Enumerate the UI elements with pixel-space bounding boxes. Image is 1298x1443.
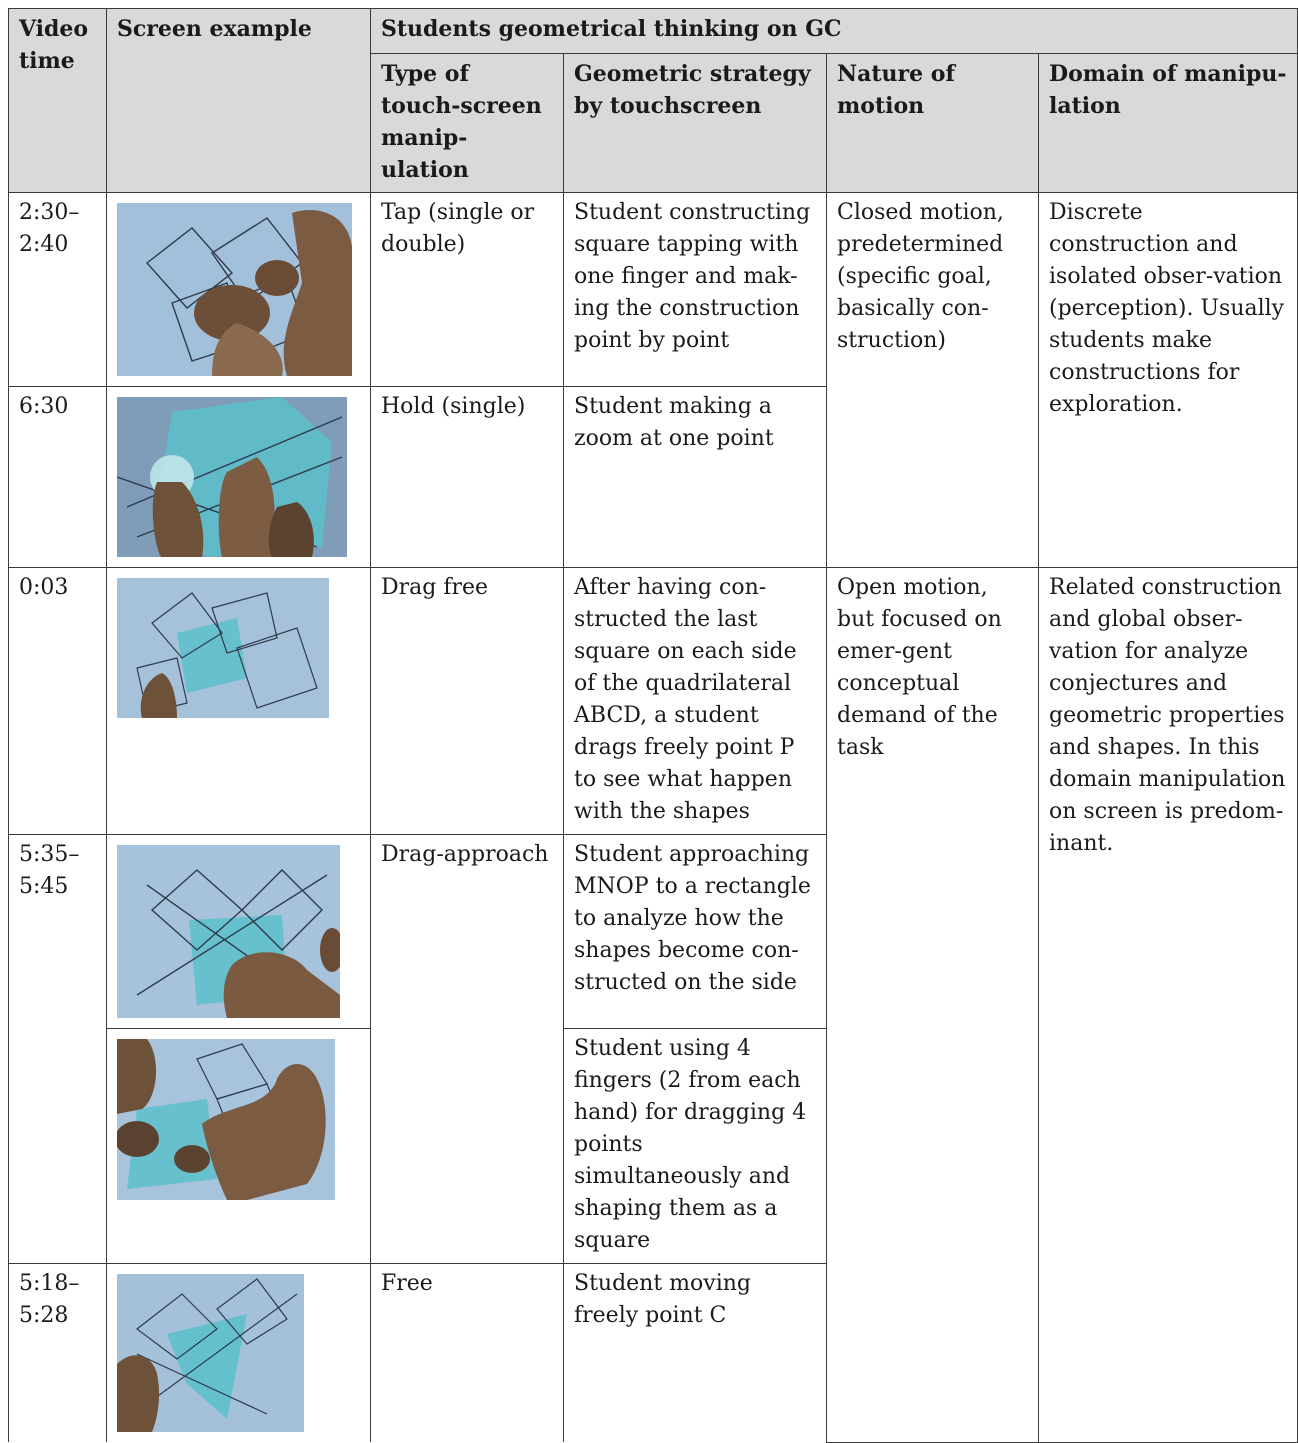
row1-strategy: Student constructing square tapping with one finger and mak-ing the construction point by point: [564, 193, 827, 387]
header-type: Type of touch-screen manip-ulation: [371, 54, 564, 193]
header-video-time: Video time: [9, 9, 107, 193]
row1-domain: Discrete construction and isolated obser-vation (perception). Usually students make constructions for exploration.: [1039, 193, 1298, 568]
header-motion: Nature of motion: [827, 54, 1039, 193]
row1-type: Tap (single or double): [371, 193, 564, 387]
row4-strategy: Student approaching MNOP to a rectangle to analyze how the shapes become con-structed on the side: [564, 835, 827, 1029]
geometry-manipulation-table: [8, 8, 1298, 1443]
screen-example-four-finger-image: [117, 1039, 335, 1200]
row2-type: Hold (single): [371, 387, 564, 568]
row3-type: Drag free: [371, 568, 564, 835]
screen-example-tap-image: [117, 203, 352, 376]
row2-time: 6:30: [9, 387, 107, 568]
row6-strategy: Student moving freely point C: [564, 1264, 827, 1443]
row3-domain: Related construction and global obser-vation for analyze conjectures and geometric properties and shapes. In this domain manipulation on screen is predom-inant.: [1039, 568, 1298, 1443]
row3-motion: Open motion, but focused on emer-gent conceptual demand of the task: [827, 568, 1039, 1443]
row3-strategy: After having con-structed the last square on each side of the quadrilateral ABCD, a student drags freely point P to see what happen with the shapes: [564, 568, 827, 835]
screen-example-free-image: [117, 1274, 304, 1432]
row1-motion: Closed motion, predetermined (specific goal, basically con-struction): [827, 193, 1039, 568]
screen-example-hold-image: [117, 397, 347, 557]
row4-type: Drag-approach: [371, 835, 564, 1264]
row4-time: 5:35–5:45: [9, 835, 107, 1264]
row3-time: 0:03: [9, 568, 107, 835]
row5-strategy: Student using 4 fingers (2 from each hand) for dragging 4 points simultaneously and shaping them as a square: [564, 1029, 827, 1264]
screen-example-drag-approach-image: [117, 845, 340, 1018]
screen-example-drag-free-image: [117, 578, 329, 718]
row6-type: Free: [371, 1264, 564, 1443]
header-screen-example: Screen example: [107, 9, 371, 193]
row1-time: 2:30–2:40: [9, 193, 107, 387]
header-group: Students geometrical thinking on GC: [371, 9, 1298, 54]
header-strategy: Geometric strategy by touchscreen: [564, 54, 827, 193]
header-domain: Domain of manipu-lation: [1039, 54, 1298, 193]
row6-time: 5:18–5:28: [9, 1264, 107, 1443]
row2-strategy: Student making a zoom at one point: [564, 387, 827, 568]
